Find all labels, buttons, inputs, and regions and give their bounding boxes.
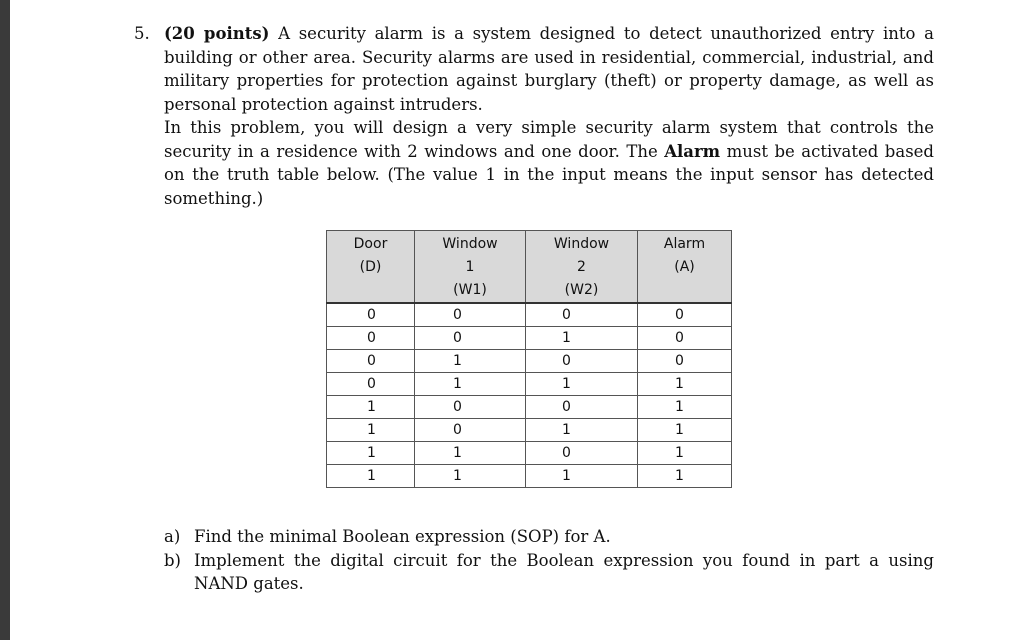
cell-alarm: 1 — [638, 442, 732, 465]
cell-window1: 1 — [415, 465, 526, 488]
table-row — [327, 419, 732, 442]
points-label: (20 points) — [164, 24, 270, 43]
cell-window1: 0 — [415, 327, 526, 350]
left-page-edge — [0, 0, 10, 640]
cell-window2: 0 — [526, 442, 638, 465]
cell-window1: 0 — [415, 419, 526, 442]
task-text-end: must be activated based on the truth table below. (The value 1 in the input means the input sensor has detected something.) — [164, 141, 934, 208]
cell-door: 1 — [327, 442, 415, 465]
header-window2: Window 2 (W2) — [526, 231, 638, 304]
task-text-start: In this problem, you will design a very simple security alarm system that controls the security in a residence with 2 windows and one door. The — [164, 118, 934, 161]
cell-alarm: 0 — [638, 303, 732, 327]
table-row — [327, 442, 732, 465]
table-row — [327, 465, 732, 488]
sub-questions — [164, 525, 934, 596]
header-window1: Window 1 (W1) — [415, 231, 526, 304]
table-row — [327, 350, 732, 373]
cell-alarm: 0 — [638, 350, 732, 373]
cell-alarm: 1 — [638, 465, 732, 488]
alarm-bold-word: Alarm — [664, 141, 721, 161]
cell-door: 0 — [327, 327, 415, 350]
question-number: 5. — [134, 24, 150, 43]
cell-window1: 0 — [415, 303, 526, 327]
cell-door: 0 — [327, 373, 415, 396]
sub-question-label: b) — [164, 550, 181, 570]
table-row — [327, 303, 732, 327]
cell-window2: 1 — [526, 373, 638, 396]
sub-question-label: a) — [164, 527, 181, 546]
cell-window1: 0 — [415, 396, 526, 419]
sub-question-text: Implement the digital circuit for the Boolean expression you found in part a using NAND gates. — [194, 550, 934, 593]
cell-alarm: 1 — [638, 419, 732, 442]
cell-window2: 1 — [526, 419, 638, 442]
question-task — [134, 116, 934, 210]
cell-door: 0 — [327, 350, 415, 373]
table-row — [327, 396, 732, 419]
cell-window2: 0 — [526, 396, 638, 419]
sub-question-a — [164, 525, 934, 549]
cell-door: 0 — [327, 303, 415, 327]
cell-window2: 1 — [526, 327, 638, 350]
cell-window2: 0 — [526, 303, 638, 327]
truth-table-header-row — [327, 231, 732, 304]
table-row — [327, 373, 732, 396]
cell-window1: 1 — [415, 373, 526, 396]
truth-table — [326, 230, 732, 488]
intro-text: A security alarm is a system designed to detect unauthorized entry into a building or other area. Security alarms are used in residential, commercial, industrial, and military properties for protection against burglary (theft) or property damage, as well as personal protection against intruders. — [164, 24, 934, 114]
header-alarm: Alarm (A) — [638, 231, 732, 304]
table-row — [327, 327, 732, 350]
cell-window2: 0 — [526, 350, 638, 373]
cell-door: 1 — [327, 419, 415, 442]
cell-alarm: 1 — [638, 373, 732, 396]
cell-window1: 1 — [415, 442, 526, 465]
cell-window2: 1 — [526, 465, 638, 488]
cell-door: 1 — [327, 396, 415, 419]
sub-question-b — [164, 549, 934, 596]
question-intro — [134, 14, 934, 116]
question-block — [134, 14, 934, 210]
cell-door: 1 — [327, 465, 415, 488]
cell-window1: 1 — [415, 350, 526, 373]
cell-alarm: 0 — [638, 327, 732, 350]
cell-alarm: 1 — [638, 396, 732, 419]
header-door: Door (D) — [327, 231, 415, 304]
sub-question-text: Find the minimal Boolean expression (SOP) for A. — [194, 527, 611, 546]
